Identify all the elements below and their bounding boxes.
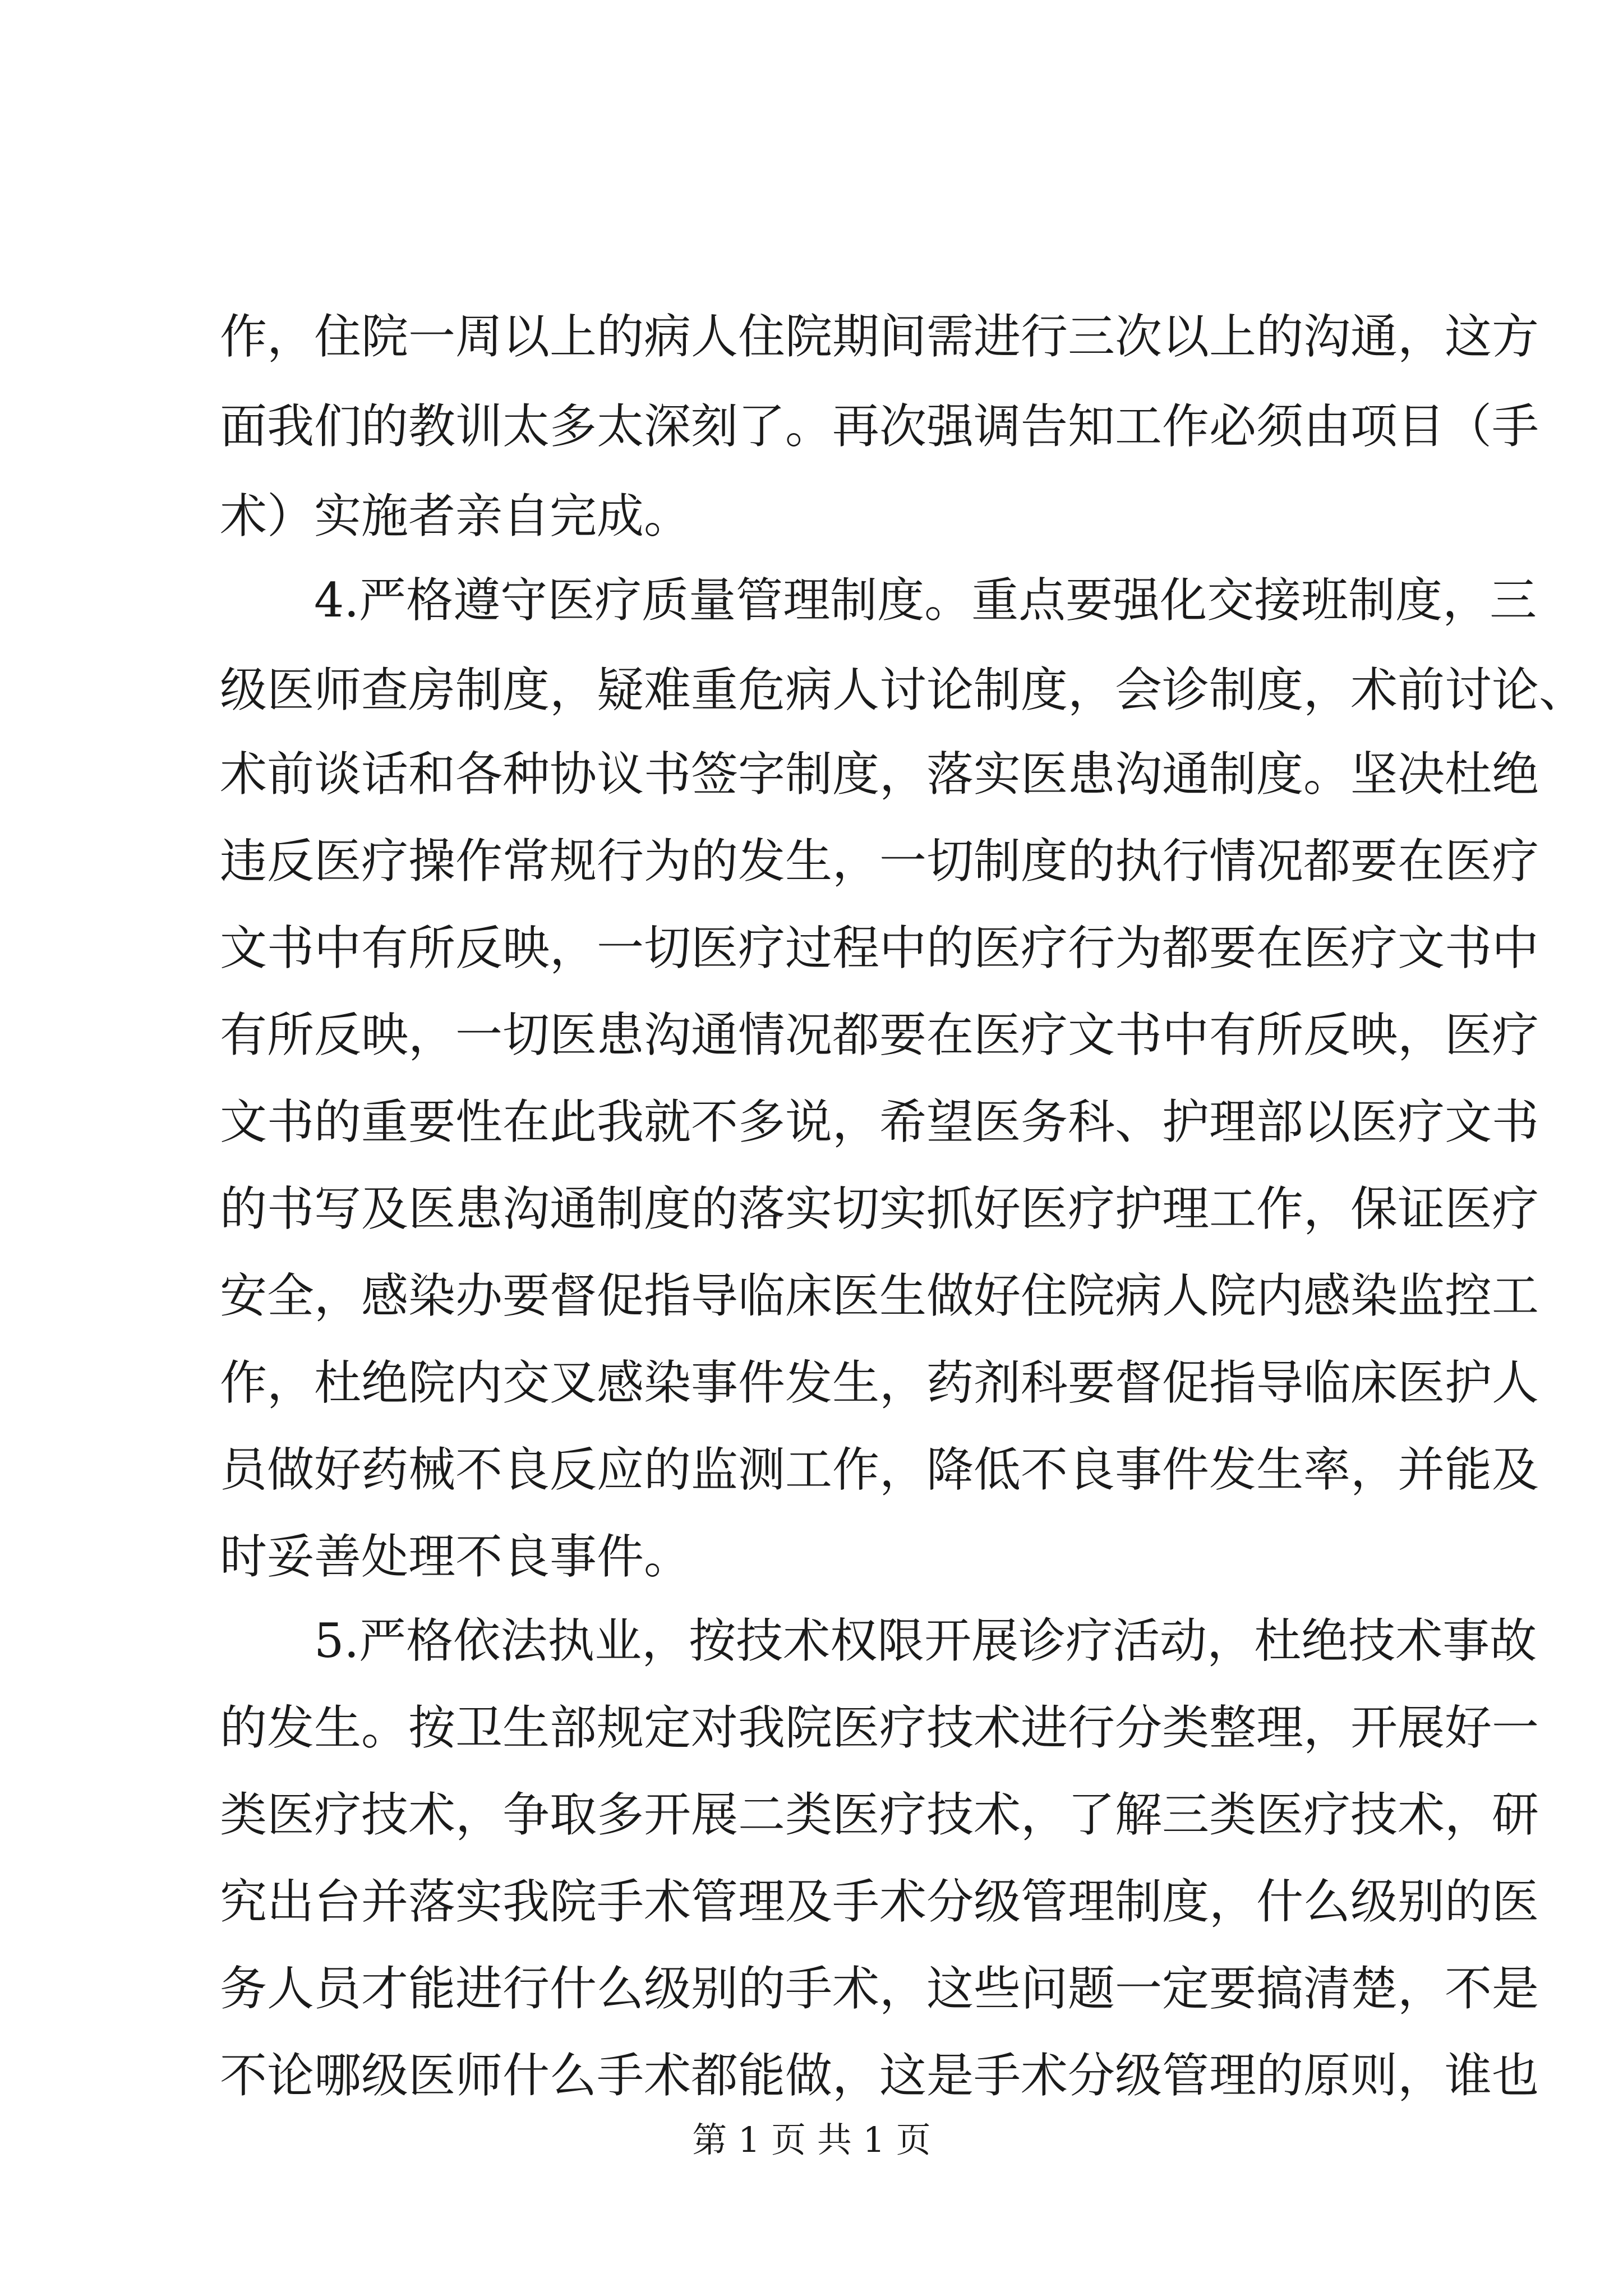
body-text-line: 的书写及医患沟通制度的落实切实抓好医疗护理工作，保证医疗 [220, 1181, 1539, 1236]
body-text-line: 面我们的教训太多太深刻了。再次强调告知工作必须由项目（手 [220, 399, 1539, 454]
body-text-line: 时妥善处理不良事件。 [220, 1529, 691, 1584]
body-text-line: 不论哪级医师什么手术都能做，这是手术分级管理的原则，谁也 [220, 2048, 1539, 2103]
body-text-line: 违反医疗操作常规行为的发生，一切制度的执行情况都要在医疗 [220, 834, 1539, 889]
body-text-line: 4.严格遵守医疗质量管理制度。重点要强化交接班制度，三 [314, 573, 1537, 628]
body-text-line: 作，杜绝院内交叉感染事件发生，药剂科要督促指导临床医护人 [220, 1355, 1539, 1410]
body-text-line: 安全，感染办要督促指导临床医生做好住院病人院内感染监控工 [220, 1268, 1539, 1323]
body-text-line: 术前谈话和各种协议书签字制度，落实医患沟通制度。坚决杜绝 [220, 747, 1539, 802]
body-text-line: 文书中有所反映，一切医疗过程中的医疗行为都要在医疗文书中 [220, 921, 1539, 976]
body-text-line: 术）实施者亲自完成。 [220, 489, 691, 544]
body-text-line: 作，住院一周以上的病人住院期间需进行三次以上的沟通，这方 [220, 309, 1539, 364]
body-text-line: 文书的重要性在此我就不多说，希望医务科、护理部以医疗文书 [220, 1094, 1539, 1149]
body-text-line: 有所反映，一切医患沟通情况都要在医疗文书中有所反映，医疗 [220, 1007, 1539, 1062]
body-text-line: 员做好药械不良反应的监测工作，降低不良事件发生率，并能及 [220, 1442, 1539, 1497]
body-text-line: 5.严格依法执业，按技术权限开展诊疗活动，杜绝技术事故 [314, 1613, 1537, 1668]
body-text-line: 类医疗技术，争取多开展二类医疗技术，了解三类医疗技术，研 [220, 1787, 1539, 1842]
page-footer: 第 1 页 共 1 页 [692, 2119, 931, 2160]
body-text-line: 务人员才能进行什么级别的手术，这些问题一定要搞清楚，不是 [220, 1961, 1539, 2016]
body-text-line: 究出台并落实我院手术管理及手术分级管理制度，什么级别的医 [220, 1874, 1539, 1929]
body-text-line: 的发生。按卫生部规定对我院医疗技术进行分类整理，开展好一 [220, 1700, 1539, 1755]
body-text-line: 级医师查房制度，疑难重危病人讨论制度，会诊制度，术前讨论、 [220, 662, 1587, 717]
